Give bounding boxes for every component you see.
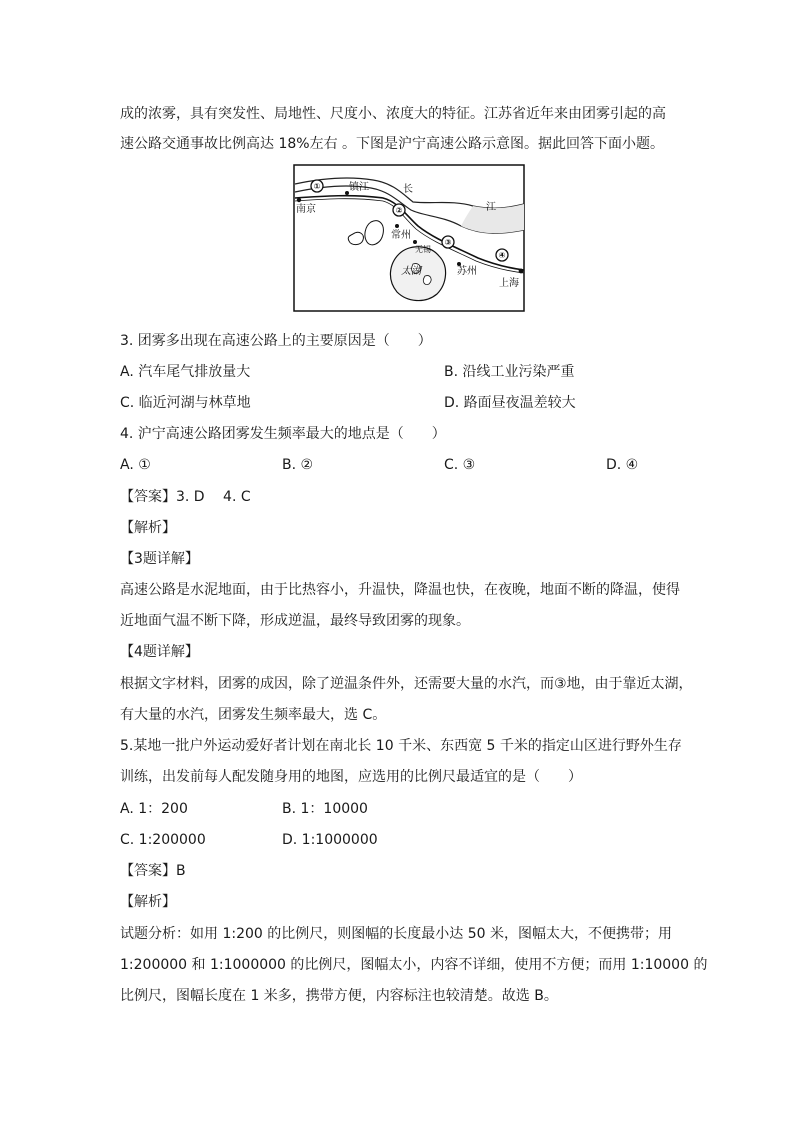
label-changzhou: 常州: [391, 230, 411, 241]
label-suzhou: 苏州: [457, 266, 477, 277]
q5-detail-line-2: 1:200000 和 1:1000000 的比例尺，图幅太小，内容不详细，使用不方便；而用 1:10000 的: [120, 957, 708, 973]
answer-2: 【答案】B: [120, 863, 186, 879]
q5-option-c: C. 1:200000: [120, 832, 206, 848]
lake-island-2: [423, 276, 431, 285]
label-nanjing: 南京: [296, 204, 316, 215]
q5-option-d: D. 1:1000000: [282, 832, 378, 848]
q3-detail-line-1: 高速公路是水泥地面，由于比热容小，升温快，降温也快，在夜晚，地面不断的降温，使得: [120, 582, 680, 598]
q3-detail-line-2: 近地面气温不断下降，形成逆温，最终导致团雾的现象。: [120, 613, 470, 629]
q4-option-d: D. ④: [606, 457, 639, 473]
q4-option-b: B. ②: [282, 457, 314, 473]
q3-option-b: B. 沿线工业污染严重: [444, 364, 575, 380]
q4-option-c: C. ③: [444, 457, 476, 473]
q3-option-a: A. 汽车尾气排放量大: [120, 364, 251, 380]
label-jiang: 江: [486, 202, 496, 213]
q4-detail-line-2: 有大量的水汽，团雾发生频率最大，选 C。: [120, 707, 387, 723]
marker-2-label: ②: [395, 206, 403, 215]
marker-4-label: ④: [498, 251, 506, 260]
nanjing-dot: [297, 198, 301, 202]
q3-option-c: C. 临近河湖与林草地: [120, 395, 251, 411]
intro-line-1: 成的浓雾，具有突发性、局地性、尺度小、浓度大的特征。江苏省近年来由团雾引起的高: [120, 106, 666, 122]
q3-option-d: D. 路面昼夜温差较大: [444, 395, 576, 411]
label-zhenjiang: 镇江: [349, 182, 369, 193]
q4-detail-title: 【4题详解】: [120, 644, 199, 660]
q4-detail-line-1: 根据文字材料，团雾的成因，除了逆温条件外，还需要大量的水汽，而③地，由于靠近太湖，: [120, 676, 693, 692]
intro-line-2: 速公路交通事故比例高达 18%左右 。下图是沪宁高速公路示意图。据此回答下面小题。: [120, 136, 665, 152]
label-wuxi: 无锡: [415, 245, 431, 254]
analysis-1-heading: 【解析】: [120, 520, 176, 536]
q3-detail-title: 【3题详解】: [120, 551, 199, 567]
analysis-2-heading: 【解析】: [120, 894, 176, 910]
q4-stem: 4. 沪宁高速公路团雾发生频率最大的地点是（ ）: [120, 426, 446, 442]
q5-option-b: B. 1：10000: [282, 801, 368, 817]
changzhou-dot: [395, 224, 399, 228]
q5-option-a: A. 1：200: [120, 801, 188, 817]
label-chang: 长: [403, 184, 413, 195]
q5-line-1: 5.某地一批户外运动爱好者计划在南北长 10 千米、东西宽 5 千米的指定山区进行野外生存: [120, 738, 682, 754]
marker-3-label: ③: [444, 238, 452, 247]
q4-option-a: A. ①: [120, 457, 151, 473]
q5-detail-line-1: 试题分析：如用 1:200 的比例尺，则图幅的长度最小达 50 米，图幅太大，不便携带；用: [120, 926, 672, 942]
q3-stem: 3. 团雾多出现在高速公路上的主要原因是（ ）: [120, 333, 432, 349]
shanghai-dot: [519, 269, 524, 274]
q5-line-2: 训练，出发前每人配发随身用的地图，应选用的比例尺最适宜的是（ ）: [120, 769, 582, 785]
label-taihu: 太湖: [401, 266, 421, 277]
wuxi-dot: [413, 240, 417, 244]
marker-1-label: ①: [313, 182, 321, 191]
q5-detail-line-3: 比例尺，图幅长度在 1 米多，携带方便，内容标注也较清楚。故选 B。: [120, 988, 558, 1004]
answer-1: 【答案】3. D 4. C: [120, 489, 251, 505]
label-shanghai: 上海: [499, 278, 519, 289]
highway-map: [293, 164, 525, 312]
